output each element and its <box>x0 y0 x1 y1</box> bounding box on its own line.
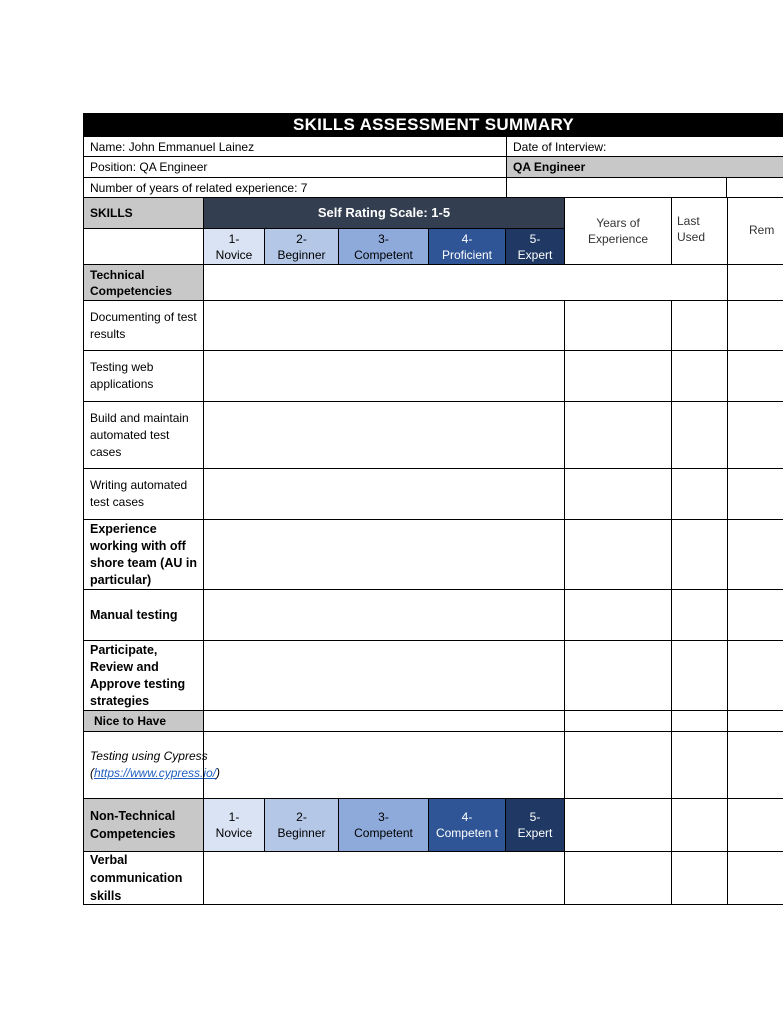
years-cell <box>564 710 671 731</box>
skills-header: SKILLS <box>83 197 203 228</box>
section-remarks-cell <box>727 264 783 300</box>
rating-2-beginner: 2- Beginner <box>264 228 338 264</box>
remarks-cell <box>727 401 783 468</box>
non-technical-competencies-section: Non-Technical Competencies <box>83 798 203 851</box>
remarks-cell <box>727 589 783 640</box>
remarks-cell <box>727 798 783 851</box>
name-field: Name: John Emmanuel Lainez <box>83 136 506 156</box>
rating-3-competent: 3- Competent <box>338 228 428 264</box>
years-cell <box>564 519 671 589</box>
last-used-cell <box>671 401 727 468</box>
nice-to-have-section: Nice to Have <box>83 710 203 731</box>
years-cell <box>564 851 671 904</box>
last-used-cell <box>671 710 727 731</box>
table-bottom-border <box>83 904 783 905</box>
technical-competencies-section: Technical Competencies <box>83 264 203 300</box>
skill-documenting-test-results: Documenting of test results <box>83 300 203 350</box>
rating-3-competent-bottom: 3- Competent <box>338 798 428 851</box>
sheet-title: SKILLS ASSESSMENT SUMMARY <box>83 113 783 136</box>
rating-2-beginner-bottom: 2- Beginner <box>264 798 338 851</box>
years-experience-field: Number of years of related experience: 7 <box>83 177 506 197</box>
remarks-cell <box>727 851 783 904</box>
rating-cell <box>203 640 564 710</box>
skill-testing-web-applications: Testing web applications <box>83 350 203 401</box>
last-used-cell <box>671 798 727 851</box>
skill-build-maintain-automated-tests: Build and maintain automated test cases <box>83 401 203 468</box>
rating-1-novice-bottom: 1- Novice <box>203 798 264 851</box>
last-used-cell <box>671 350 727 401</box>
years-cell <box>564 300 671 350</box>
self-rating-scale-header: Self Rating Scale: 1-5 <box>203 197 564 228</box>
rating-4-competent-bottom: 4- Competen t <box>428 798 505 851</box>
skill-writing-automated-tests: Writing automated test cases <box>83 468 203 519</box>
skill-testing-strategies: Participate, Review and Approve testing strategies <box>83 640 203 710</box>
skill-manual-testing: Manual testing <box>83 589 203 640</box>
empty-info-cell <box>506 177 726 197</box>
years-cell <box>564 798 671 851</box>
years-cell <box>564 468 671 519</box>
position-field: Position: QA Engineer <box>83 156 506 177</box>
rating-5-expert-bottom: 5- Expert <box>505 798 564 851</box>
rating-cell <box>203 401 564 468</box>
skill-testing-cypress: Testing using Cypress (https://www.cypress.io/) <box>83 731 203 798</box>
last-used-cell <box>671 300 727 350</box>
remarks-cell <box>727 640 783 710</box>
remarks-header: Rem <box>727 197 783 264</box>
position-right-label: QA Engineer <box>506 156 783 177</box>
years-cell <box>564 350 671 401</box>
skill-offshore-team: Experience working with off shore team (AU in particular) <box>83 519 203 589</box>
skills-assessment-sheet <box>83 113 775 905</box>
empty-info-cell <box>726 177 783 197</box>
years-of-experience-header: Years of Experience <box>564 197 671 264</box>
rating-cell <box>203 519 564 589</box>
cypress-link[interactable]: https://www.cypress.io/ <box>94 766 217 780</box>
remarks-cell <box>727 710 783 731</box>
rating-cell <box>203 468 564 519</box>
last-used-cell <box>671 851 727 904</box>
rating-cell <box>203 731 564 798</box>
rating-5-expert: 5- Expert <box>505 228 564 264</box>
last-used-cell <box>671 468 727 519</box>
empty-skill-cell <box>83 228 203 264</box>
remarks-cell <box>727 300 783 350</box>
rating-cell <box>203 589 564 640</box>
last-used-cell <box>671 589 727 640</box>
years-cell <box>564 640 671 710</box>
date-of-interview-label: Date of Interview: <box>506 136 783 156</box>
last-used-cell <box>671 640 727 710</box>
remarks-cell <box>727 519 783 589</box>
remarks-cell <box>727 731 783 798</box>
rating-cell <box>203 350 564 401</box>
rating-cell <box>203 710 564 731</box>
rating-cell <box>203 851 564 904</box>
remarks-cell <box>727 350 783 401</box>
years-cell <box>564 589 671 640</box>
remarks-cell <box>727 468 783 519</box>
years-cell <box>564 401 671 468</box>
skill-verbal-communication: Verbal communication skills <box>83 851 203 904</box>
years-cell <box>564 731 671 798</box>
rating-4-proficient: 4- Proficient <box>428 228 505 264</box>
rating-1-novice: 1- Novice <box>203 228 264 264</box>
last-used-cell <box>671 731 727 798</box>
section-span-cell <box>203 264 727 300</box>
rating-cell <box>203 300 564 350</box>
last-used-header: Last Used <box>671 197 727 264</box>
last-used-cell <box>671 519 727 589</box>
